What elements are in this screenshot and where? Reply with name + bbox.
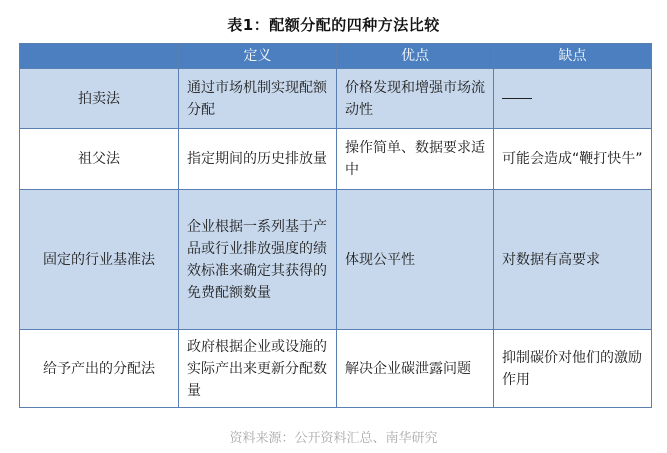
table-row xyxy=(20,190,652,330)
comparison-table xyxy=(19,43,652,408)
method-cell: 固定的行业基准法 xyxy=(20,190,179,330)
disadvantage-cell xyxy=(494,69,652,129)
disadvantage-cell: 可能会造成“鞭打快牛” xyxy=(494,129,652,190)
header-advantage: 优点 xyxy=(337,44,494,69)
header-corner xyxy=(20,44,179,69)
advantage-cell: 操作简单、数据要求适中 xyxy=(337,129,494,190)
definition-cell: 政府根据企业或设施的实际产出来更新分配数量 xyxy=(179,330,337,408)
method-cell: 拍卖法 xyxy=(20,69,179,129)
definition-cell: 企业根据一系列基于产品或行业排放强度的绩效标准来确定其获得的免费配额数量 xyxy=(179,190,337,330)
advantage-cell: 价格发现和增强市场流动性 xyxy=(337,69,494,129)
table-row xyxy=(20,69,652,129)
advantage-cell: 解决企业碳泄露问题 xyxy=(337,330,494,408)
table-row xyxy=(20,129,652,190)
table-row xyxy=(20,330,652,408)
definition-cell: 指定期间的历史排放量 xyxy=(179,129,337,190)
header-definition: 定义 xyxy=(179,44,337,69)
header-disadvantage: 缺点 xyxy=(494,44,652,69)
disadvantage-cell: 对数据有高要求 xyxy=(494,190,652,330)
method-cell: 祖父法 xyxy=(20,129,179,190)
dash-mark xyxy=(502,98,532,99)
advantage-cell: 体现公平性 xyxy=(337,190,494,330)
table-title: 表1：配额分配的四种方法比较 xyxy=(227,16,440,34)
disadvantage-cell: 抑制碳价对他们的激励作用 xyxy=(494,330,652,408)
source-note: 资料来源：公开资料汇总、南华研究 xyxy=(229,431,438,446)
definition-cell: 通过市场机制实现配额分配 xyxy=(179,69,337,129)
method-cell: 给予产出的分配法 xyxy=(20,330,179,408)
table-header-row xyxy=(20,44,652,69)
